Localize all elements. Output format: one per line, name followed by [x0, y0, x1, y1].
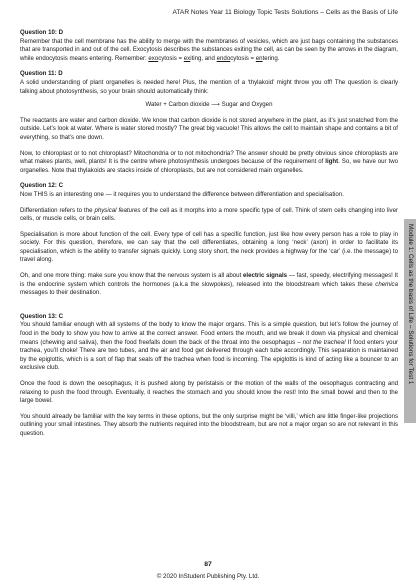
text-run: Remember that the cell membrane has the ability to merge with the membranes of vesicles, which are just bags containing the substances that are transported in and out of the cell. Exocytosis describes the substances exiting the cell, as can be seen by the arrows in the diagram, while endocytosis means entering. Remember:	[20, 37, 398, 62]
text-run: Differentiation refers to the	[20, 206, 95, 214]
page-body	[20, 29, 398, 446]
underlined-prefix: en	[255, 54, 263, 62]
italic-term: physical features	[94, 206, 141, 214]
underlined-prefix: ex	[183, 54, 191, 62]
question-10	[20, 29, 398, 63]
text-run: . So, we have our two organelles. Note that thylakoids are stacks inside of chloroplasts, but are not considered main organelles.	[20, 158, 398, 174]
question-10-heading: Question 10: D	[20, 29, 64, 36]
page-number: 87	[204, 561, 212, 568]
text-run: iting, and	[190, 54, 217, 62]
equation-products: Sugar and Oxygen	[221, 101, 273, 109]
question-11-paragraph-3	[20, 150, 398, 176]
italic-term: chemica	[375, 280, 398, 288]
text-run: Now, to chloroplast or to not chloroplast? Mitochondria or to not mitochondria? The answer should be pretty obvious since chloroplasts are what makes plants, well, plants! It is the centre where photosynthesis undergoes because of the requirement of	[20, 149, 398, 166]
text-run: messages to their destination.	[20, 289, 101, 297]
copyright-notice: © 2020 InStudent Publishing Pty. Ltd.	[156, 573, 260, 580]
question-13	[20, 313, 398, 439]
question-13-heading: Question 13: C	[20, 312, 64, 320]
section-spacer	[20, 305, 398, 313]
question-12	[20, 182, 398, 298]
question-11-paragraph-2: The reactants are water and carbon dioxide. We know that carbon dioxide is not stored anywhere in the plant, as it’s just snatched from the outside. Let’s look at water. Where is water stored mostly? The great big vacuole! This allows the cell to maintain shape and contains a bit of everything, so that’s one down.	[20, 116, 398, 141]
equation-reactants: Water + Carbon dioxide	[145, 101, 210, 109]
underlined-prefix: exo	[148, 54, 159, 62]
text-run: Oh, and one more thing: make sure you know that the nervous system is all about	[20, 272, 243, 280]
question-12-heading: Question 12: C	[20, 182, 64, 190]
right-arrow-icon: ⟶	[211, 101, 220, 109]
question-12-paragraph-2	[20, 207, 398, 224]
question-13-paragraph-3: You should already be familiar with the key terms in these options, but the only surprise might be ‘villi,’ which are little finger-like projections outlining your small intestines. They absorb the nutrients required into the bloodstream, but are not a major organ so are not relevant in this question.	[20, 412, 398, 437]
text-run: tering.	[262, 54, 280, 62]
text-run: cytosis =	[230, 54, 256, 62]
running-header: ATAR Notes Year 11 Biology Topic Tests Solutions – Cells as the Basis of Life	[172, 9, 398, 16]
bold-term: electric signals	[242, 272, 288, 280]
photosynthesis-equation	[20, 101, 398, 110]
italic-term: not the trachea!	[302, 338, 346, 346]
question-13-paragraph-1	[20, 321, 398, 373]
underlined-prefix: endo	[216, 54, 231, 62]
bold-term: light	[325, 158, 339, 166]
text-run: of the cell as it morphs into a more specific type of cell. Think of stem cells changing into liver cells, or muscle cells, or brain cells.	[20, 206, 399, 223]
question-12-paragraph-1: Now THIS is an interesting one — it requires you to understand the difference between differentiation and specialisation.	[20, 190, 344, 198]
question-10-paragraph	[20, 38, 398, 64]
question-13-paragraph-2: Once the food is down the oesophagus, it is pushed along by peristalsis or the motion of the walls of the oesophagus contracting and relaxing to push the food through. Eventually, it reaches the stomach and you should know the rest! Into the small bowel and then to the large bowel.	[20, 380, 398, 405]
text-run: If food enters your trachea, you’ll choke! There are two tubes, and the air and food get delivered through each tube accordingly. This separation is maintained by the epiglottis, which is a sort of flap that seals off the trachea when food is incoming. The epiglottis is kind of acting like a bouncer to an exclusive club.	[20, 338, 398, 372]
question-12-paragraph-3: Specialisation is more about function of the cell. Every type of cell has a specific function, just like how every person has a role to play in society. For this question, therefore, we can say that the cell differentiates, obtaining a long ‘neck’ (axon) in order to facilitate its specialisation, which is the ability to transfer signals quickly. Long story short, the neck provides a highway for the ‘car’ (i.e. the message) to travel along.	[20, 230, 398, 264]
question-11-paragraph-1: A solid understanding of plant organelles is needed here! Plus, the mention of a ‘thylakoid’ might throw you off! The question is clearly talking about photosynthesis, so your brain should automatically think:	[20, 78, 398, 95]
text-run: You should familiar enough with all systems of the body to know the major organs. This is a simple question, but let’s follow the journey of food in the body to show you how to arrive at the correct answer. Food enters the mouth, and we break it down via physical and chemical means (chewing and saliva), then the food freefalls down the back of the throat into the oesophagus –	[20, 321, 398, 346]
side-tab-label: Module 1: Cells as the basis of Life – Solutions for Test 1	[407, 224, 414, 385]
question-11-heading: Question 11: D	[20, 70, 63, 78]
question-12-paragraph-4	[20, 272, 398, 298]
text-run: cytosis =	[158, 54, 184, 62]
question-11	[20, 70, 398, 175]
text-run: — fast, speedy, electrifying messages! It is the endocrine system which controls the hormones (a.k.a the slowpokes), released into the bloodstream which takes these	[20, 272, 399, 288]
